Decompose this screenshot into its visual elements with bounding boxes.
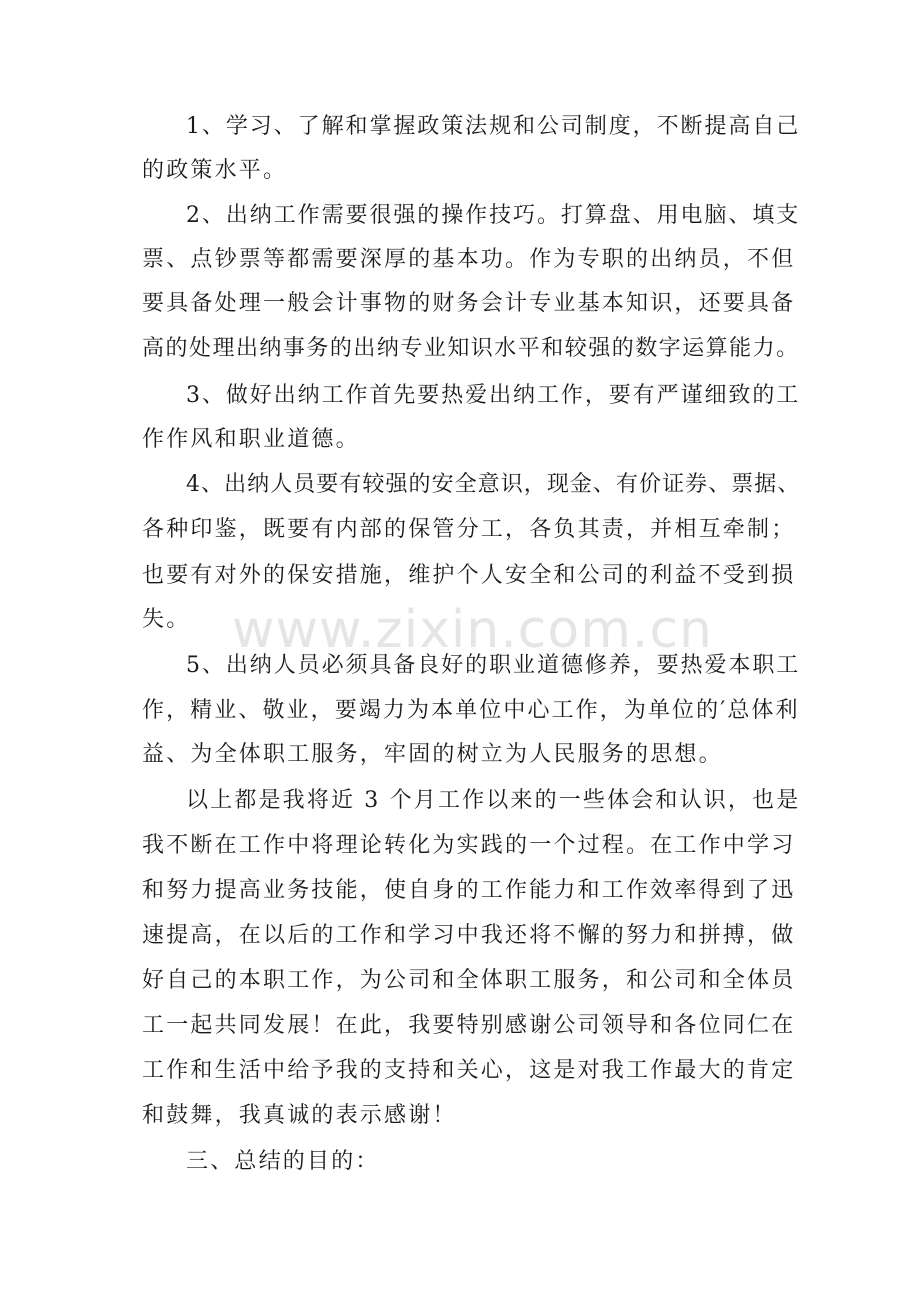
paragraph-line: 作作风和职业道德。 <box>142 427 360 452</box>
paragraph-line: 工一起共同发展！在此，我要特别感谢公司领导和各位同仁在 <box>142 1013 796 1038</box>
paragraph-line: 作，精业、敬业，要竭力为本单位中心工作，为单位的′总体利 <box>142 698 800 723</box>
paragraph-line: 要具备处理一般会计事物的财务会计专业基本知识，还要具备 <box>142 291 796 316</box>
paragraph-line: 益、为全体职工服务，牢固的树立为人民服务的思想。 <box>142 742 723 767</box>
paragraph-line: 2、出纳工作需要很强的操作技巧。打算盘、用电脑、填支 <box>186 203 801 228</box>
paragraph-line: 5、出纳人员必须具备良好的职业道德修养，要热爱本职工 <box>186 653 801 678</box>
paragraph-line: 失。 <box>142 607 191 632</box>
paragraph-line: 好自己的本职工作，为公司和全体职工服务，和公司和全体员 <box>142 968 796 993</box>
paragraph-line: 的政策水平。 <box>142 158 288 183</box>
paragraph-line: 各种印鉴，既要有内部的保管分工，各负其责，并相互牵制； <box>142 517 796 542</box>
paragraph-line: 票、点钞票等都需要深厚的基本功。作为专职的出纳员，不但 <box>142 247 796 272</box>
paragraph-line: 和努力提高业务技能，使自身的工作能力和工作效率得到了迅 <box>142 878 796 903</box>
paragraph-line: 工作和生活中给予我的支持和关心，这是对我工作最大的肯定 <box>142 1058 796 1083</box>
paragraph-line: 速提高，在以后的工作和学习中我还将不懈的努力和拼搏，做 <box>142 923 796 948</box>
paragraph-line: 也要有对外的保安措施，维护个人安全和公司的利益不受到损 <box>142 563 796 588</box>
paragraph-line: 以上都是我将近 3 个月工作以来的一些体会和认识，也是 <box>186 788 801 813</box>
paragraph-line: 3、做好出纳工作首先要热爱出纳工作，要有严谨细致的工 <box>186 383 801 408</box>
paragraph-line: 高的处理出纳事务的出纳专业知识水平和较强的数字运算能力。 <box>142 336 800 361</box>
paragraph-line: 我不断在工作中将理论转化为实践的一个过程。在工作中学习 <box>142 833 796 858</box>
watermark: www.zixin.com.cn <box>232 600 713 660</box>
paragraph-line: 和鼓舞，我真诚的表示感谢！ <box>142 1103 457 1128</box>
section-heading: 三、总结的目的： <box>186 1149 380 1174</box>
paragraph-line: 1、学习、了解和掌握政策法规和公司制度，不断提高自己 <box>186 114 801 139</box>
paragraph-line: 4、出纳人员要有较强的安全意识，现金、有价证券、票据、 <box>186 472 801 497</box>
